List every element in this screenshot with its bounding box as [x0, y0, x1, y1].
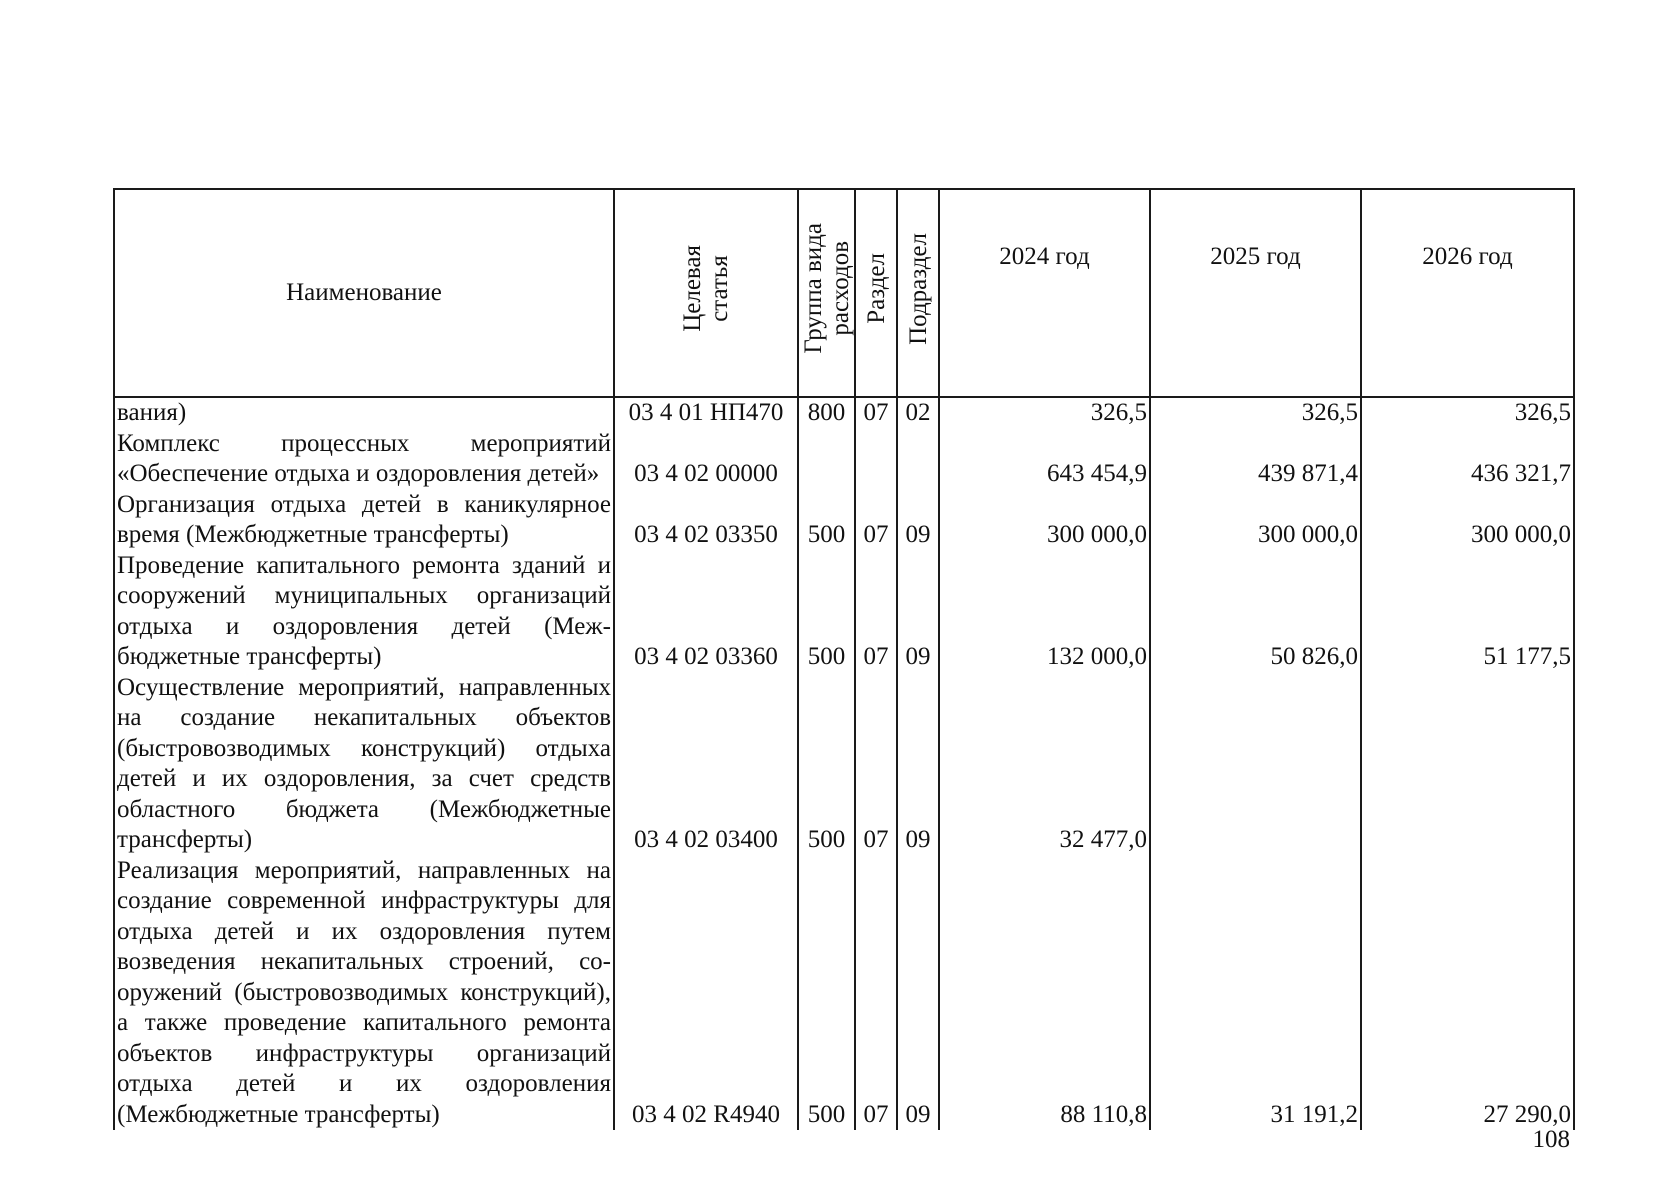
row-target-article: 03 4 02 03350: [614, 490, 798, 551]
table-row: [114, 490, 1574, 551]
header-section-label: Раздел: [862, 253, 890, 325]
row-amount-2024: 132 000,0: [939, 551, 1150, 673]
header-name-label: Наименование: [286, 278, 442, 306]
row-section: 07: [855, 490, 897, 551]
row-expense-group: 500: [798, 490, 855, 551]
table-header-row: [114, 189, 1574, 397]
row-expense-group: 500: [798, 856, 855, 1131]
header-year-2025-label: 2025 год: [1210, 243, 1301, 270]
row-subsection: 09: [897, 490, 939, 551]
page-number: 108: [1532, 1126, 1570, 1153]
row-amount-2025: 50 826,0: [1150, 551, 1361, 673]
header-name: [114, 189, 614, 397]
row-amount-2024: 643 454,9: [939, 429, 1150, 490]
row-amount-2026: 300 000,0: [1361, 490, 1574, 551]
row-subsection: 09: [897, 551, 939, 673]
header-year-2024: [939, 189, 1150, 397]
row-subsection: 02: [897, 397, 939, 429]
row-amount-2025: 31 191,2: [1150, 856, 1361, 1131]
row-amount-2025: [1150, 673, 1361, 856]
row-amount-2025: 300 000,0: [1150, 490, 1361, 551]
row-section: [855, 429, 897, 490]
header-subsection-label: Подраздел: [904, 232, 932, 345]
row-amount-2026: 436 321,7: [1361, 429, 1574, 490]
row-amount-2025: 439 871,4: [1150, 429, 1361, 490]
header-expense-group-label: [800, 223, 854, 354]
row-amount-2025: 326,5: [1150, 397, 1361, 429]
row-expense-group: 800: [798, 397, 855, 429]
row-amount-2024: 326,5: [939, 397, 1150, 429]
row-section: 07: [855, 673, 897, 856]
row-amount-2024: 300 000,0: [939, 490, 1150, 551]
header-target-article: [614, 189, 798, 397]
header-expense-group-line1: Группа вида: [799, 223, 827, 355]
row-subsection: 09: [897, 673, 939, 856]
row-target-article: 03 4 01 НП470: [614, 397, 798, 429]
row-amount-2024: 32 477,0: [939, 673, 1150, 856]
header-expense-group-line2: расходов: [826, 241, 854, 337]
row-section: 07: [855, 397, 897, 429]
row-amount-2026: 326,5: [1361, 397, 1574, 429]
table-row: [114, 856, 1574, 1131]
row-name: Проведение капитального ремонта зданий и сооружений муниципальных организаций отдыха и оздоровления детей (Межбюджетные трансферты): [114, 551, 614, 673]
row-amount-2026: [1361, 673, 1574, 856]
row-expense-group: 500: [798, 551, 855, 673]
header-expense-group: [798, 189, 855, 397]
header-year-2026-label: 2026 год: [1422, 243, 1513, 270]
header-target-article-line1: Целевая: [679, 245, 706, 333]
table-row: [114, 673, 1574, 856]
table-row: [114, 429, 1574, 490]
row-section: 07: [855, 856, 897, 1131]
row-expense-group: [798, 429, 855, 490]
table-body: [114, 397, 1574, 1130]
header-year-2026: [1361, 189, 1574, 397]
row-subsection: 09: [897, 856, 939, 1131]
row-name: Комплекс процессных мероприятий «Обеспечение отдыха и оздоровления детей»: [114, 429, 614, 490]
row-section: 07: [855, 551, 897, 673]
row-target-article: 03 4 02 00000: [614, 429, 798, 490]
row-target-article: 03 4 02 R4940: [614, 856, 798, 1131]
row-amount-2026: 27 290,0: [1361, 856, 1574, 1131]
header-target-article-line2: статья: [706, 255, 733, 323]
row-name: вания): [114, 397, 614, 429]
row-subsection: [897, 429, 939, 490]
table-row: [114, 397, 1574, 429]
row-name: Осуществление мероприятий, направленных на создание некапитальных объектов (быстровозводимых конструкций) отдыха детей и их оздоровления, за счет средств областного бюджета (Межбюджетные трансферты): [114, 673, 614, 856]
header-section: [855, 189, 897, 397]
table-row: [114, 551, 1574, 673]
budget-table: [113, 188, 1575, 1130]
row-name: Организация отдыха детей в каникулярное время (Межбюджетные трансферты): [114, 490, 614, 551]
header-target-article-label: [679, 245, 733, 332]
row-expense-group: 500: [798, 673, 855, 856]
header-subsection: [897, 189, 939, 397]
row-target-article: 03 4 02 03400: [614, 673, 798, 856]
row-name: Реализация мероприятий, направленных на создание современной инфраструктуры для отдыха детей и их оздоровления путем возведения некапитальных строений, сооружений (быстровозводимых конструкций), а также проведение капитального ремонта объектов инфраструктуры организаций отдыха детей и их оздоровления (Межбюджетные трансферты): [114, 856, 614, 1131]
header-year-2024-label: 2024 год: [999, 243, 1090, 270]
header-year-2025: [1150, 189, 1361, 397]
row-amount-2024: 88 110,8: [939, 856, 1150, 1131]
row-amount-2026: 51 177,5: [1361, 551, 1574, 673]
row-target-article: 03 4 02 03360: [614, 551, 798, 673]
